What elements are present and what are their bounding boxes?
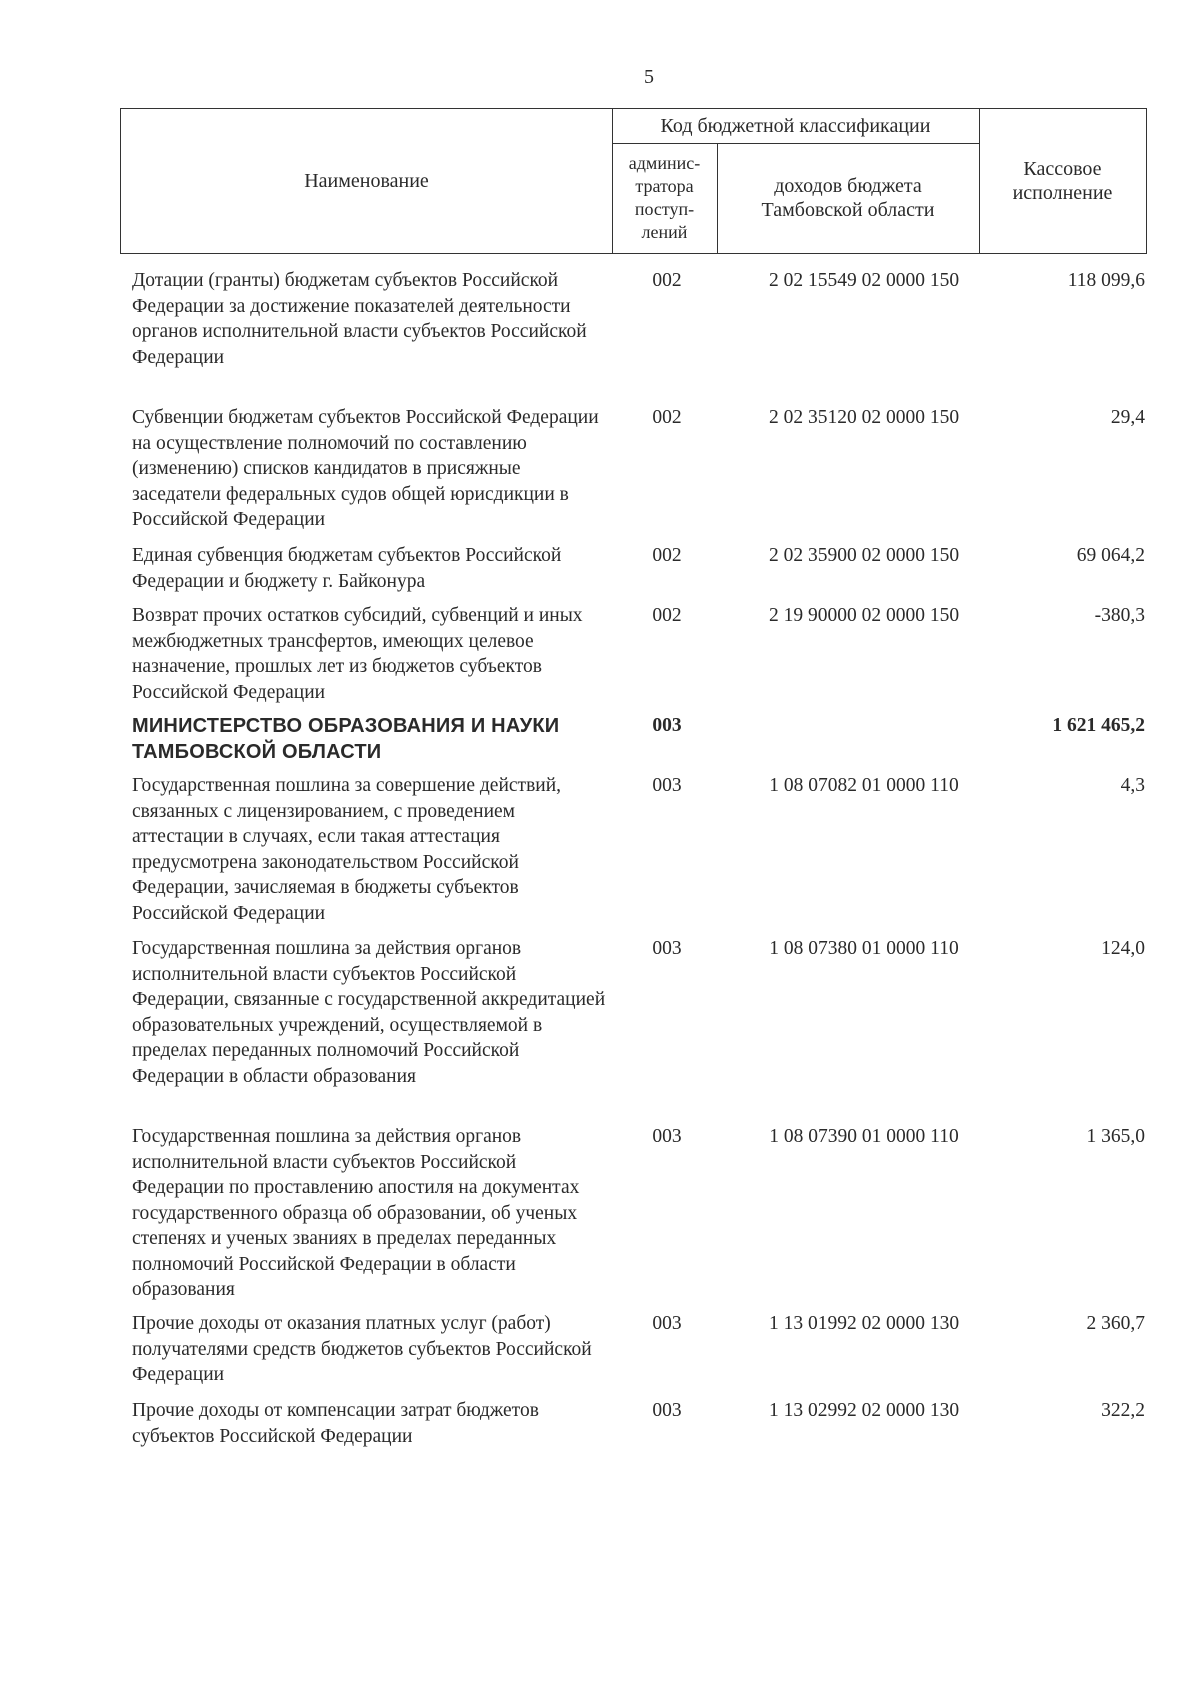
row-income-code: 1 08 07082 01 0000 110 <box>769 775 959 796</box>
row-amount: 2 360,7 <box>1086 1313 1145 1334</box>
row-admin-code: 003 <box>652 1400 682 1421</box>
row-income-code: 1 13 02992 02 0000 130 <box>768 1400 960 1421</box>
table-header <box>120 108 1147 254</box>
row-name: Прочие доходы от компенсации затрат бюджетов субъектов Российской Федерации <box>132 1400 539 1447</box>
row-income-code: 2 02 35120 02 0000 150 <box>768 407 960 428</box>
row-name: Государственная пошлина за действия органов исполнительной власти субъектов Российской Федерации, связанные с государственной аккредитацией образовательных учреждений, осуществляемой в пределах переданных полномочий Российской Федерации в области образования <box>132 938 606 1087</box>
row-name: Прочие доходы от оказания платных услуг (работ) получателями средств бюджетов субъектов Российской Федерации <box>132 1313 592 1385</box>
row-admin-code: 003 <box>652 775 682 796</box>
row-amount: 124,0 <box>1101 938 1145 959</box>
row-name: Государственная пошлина за действия органов исполнительной власти субъектов Российской Федерации по проставлению апостиля на документах государственного образца об образовании, об ученых степенях и ученых званиях в пределах переданных полномочий Российской Федерации в области образования <box>132 1126 580 1300</box>
row-amount: 29,4 <box>1110 407 1145 428</box>
row-income-code: 2 02 35900 02 0000 150 <box>768 545 960 566</box>
row-amount: 118 099,6 <box>1067 270 1145 291</box>
row-income-code: 1 08 07390 01 0000 110 <box>769 1126 959 1147</box>
page-number: 5 <box>644 66 654 88</box>
row-admin-code: 003 <box>652 1313 682 1334</box>
header-admin: админис- тратора поступ- лений <box>628 153 701 242</box>
header-income: доходов бюджета Тамбовской области <box>761 175 935 221</box>
row-name: Государственная пошлина за совершение действий, связанных с лицензированием, с проведением аттестации в случаях, если такая аттестация предусмотрена законодательством Российской Федерации, зачисляемая в бюджеты субъектов Российской Федерации <box>132 775 562 924</box>
row-amount: 69 064,2 <box>1076 545 1145 566</box>
row-admin-code: 002 <box>652 407 682 428</box>
row-amount: 4,3 <box>1120 775 1145 796</box>
row-name: Единая субвенция бюджетам субъектов Российской Федерации и бюджету г. Байконура <box>132 545 562 592</box>
header-name: Наименование <box>304 170 429 192</box>
row-amount: 322,2 <box>1101 1400 1145 1421</box>
row-name: Возврат прочих остатков субсидий, субвенций и иных межбюджетных трансфертов, имеющих целевое назначение, прошлых лет из бюджетов субъектов Российской Федерации <box>132 605 583 703</box>
row-income-code: 1 13 01992 02 0000 130 <box>768 1313 960 1334</box>
row-name: Субвенции бюджетам субъектов Российской Федерации на осуществление полномочий по составлению (изменению) списков кандидатов в присяжные заседатели федеральных судов общей юрисдикции в Российской Федерации <box>132 407 599 530</box>
row-amount: 1 365,0 <box>1086 1126 1145 1147</box>
row-admin-code: 002 <box>652 545 682 566</box>
header-execution: Кассовое исполнение <box>1012 158 1113 204</box>
row-income-code: 1 08 07380 01 0000 110 <box>769 938 959 959</box>
row-admin-code: 002 <box>652 270 682 291</box>
section-title: МИНИСТЕРСТВО ОБРАЗОВАНИЯ И НАУКИ ТАМБОВСКОЙ ОБЛАСТИ <box>132 715 560 763</box>
row-admin-code: 003 <box>652 1126 682 1147</box>
row-admin-code: 003 <box>652 938 682 959</box>
row-amount: -380,3 <box>1094 605 1145 626</box>
row-admin-code: 003 <box>652 715 682 736</box>
row-name: Дотации (гранты) бюджетам субъектов Российской Федерации за достижение показателей деятельности органов исполнительной власти субъектов Российской Федерации <box>132 270 587 368</box>
row-admin-code: 002 <box>652 605 682 626</box>
row-income-code: 2 19 90000 02 0000 150 <box>768 605 960 626</box>
header-code-group: Код бюджетной классификации <box>660 115 931 137</box>
row-income-code: 2 02 15549 02 0000 150 <box>768 270 960 291</box>
row-amount: 1 621 465,2 <box>1052 715 1145 736</box>
